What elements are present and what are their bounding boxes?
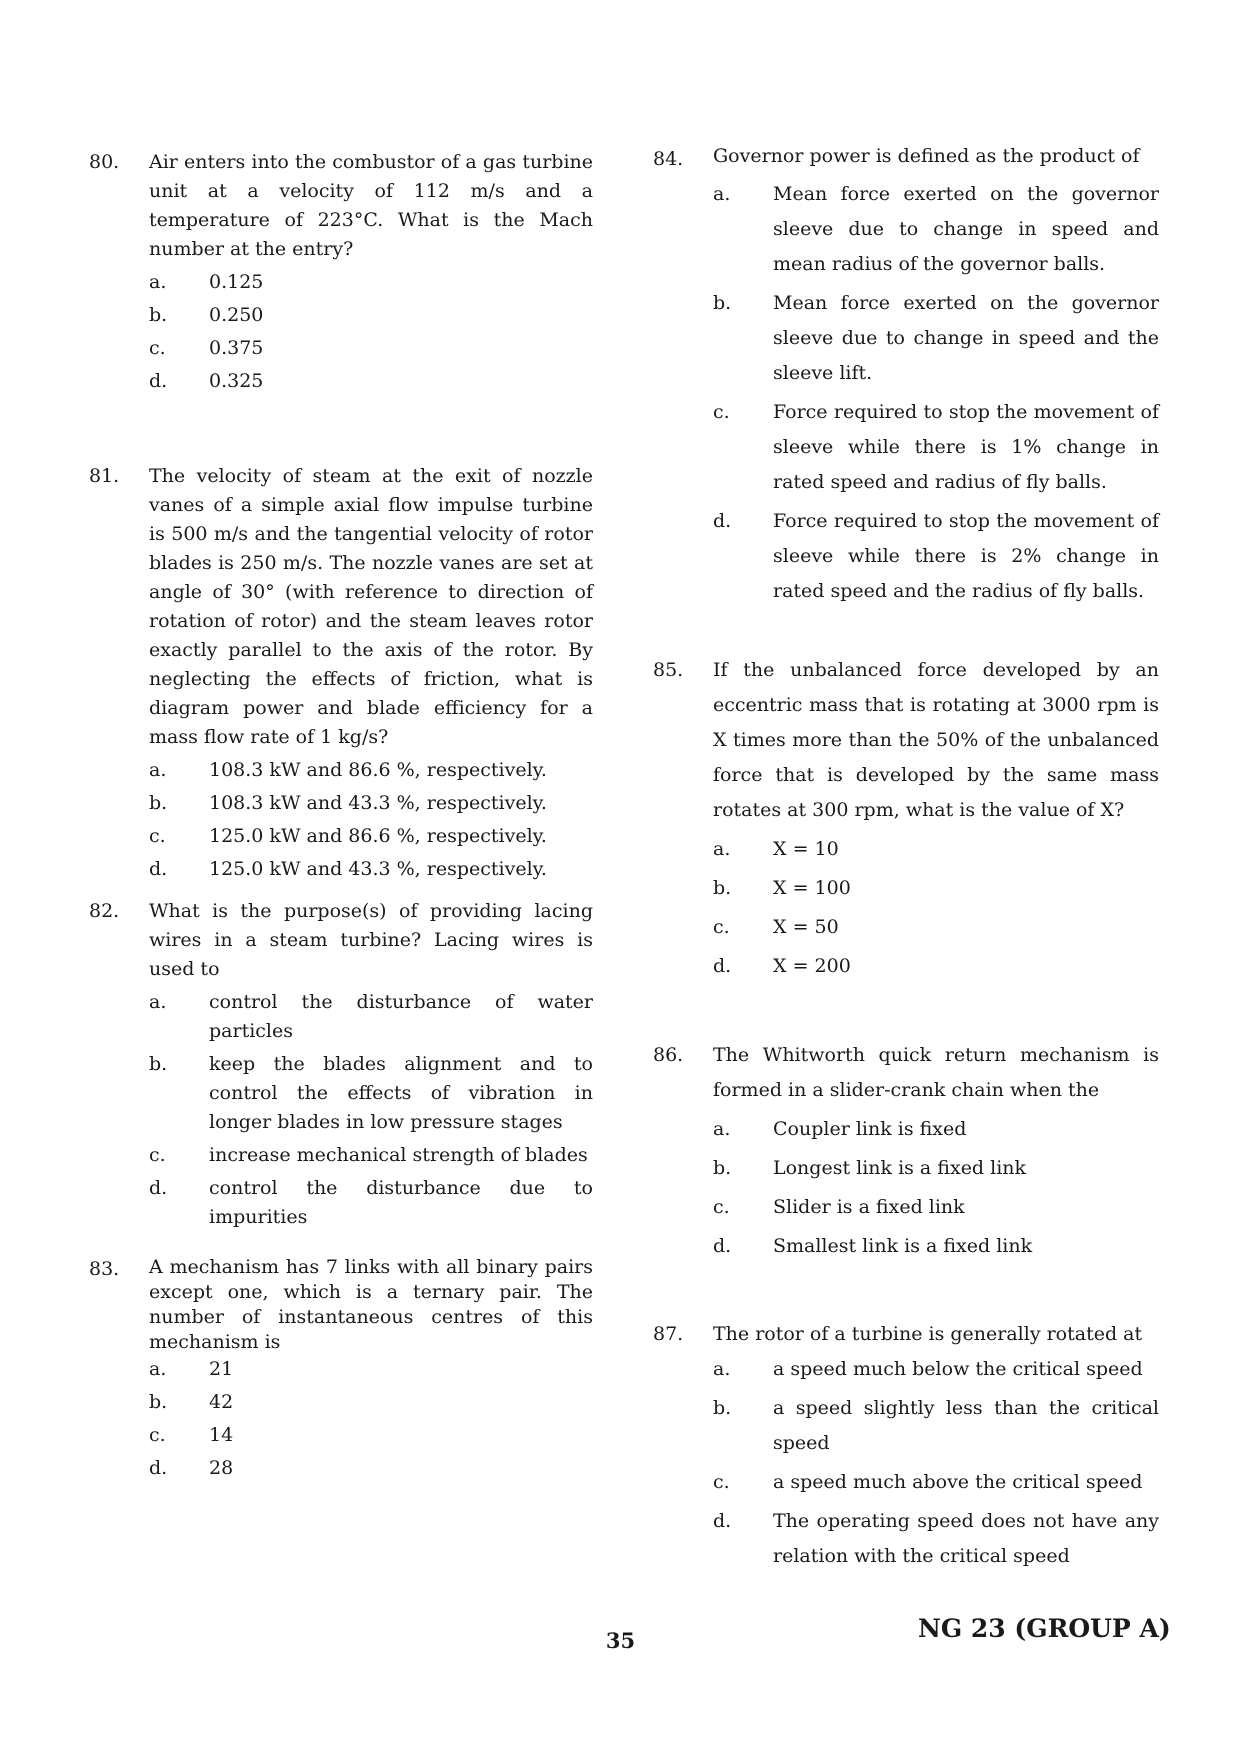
question-text: Governor power is defined as the product of (713, 145, 1140, 167)
option-text: 108.3 kW and 86.6 %, respectively. (209, 759, 547, 781)
option-letter: d. (149, 1457, 168, 1479)
option-a (89, 268, 593, 297)
option-text: 42 (209, 1391, 234, 1413)
question-81 (89, 462, 593, 888)
question-text: The Whitworth quick return mechanism is formed in a slider-crank chain when the (713, 1044, 1159, 1101)
options-list (89, 1355, 593, 1483)
option-letter: b. (149, 304, 168, 326)
option-b (653, 286, 1159, 391)
question-82 (89, 897, 593, 1236)
option-text: 125.0 kW and 86.6 %, respectively. (209, 825, 547, 847)
option-text: 28 (209, 1457, 234, 1479)
option-letter: b. (713, 292, 732, 314)
question-number: 82. (89, 900, 120, 922)
question-85 (653, 653, 1159, 988)
option-c (89, 1141, 593, 1170)
option-text: Coupler link is fixed (773, 1118, 967, 1140)
option-letter: d. (713, 1235, 732, 1257)
option-letter: c. (149, 1144, 166, 1166)
question-text: A mechanism has 7 links with all binary pairs except one, which is a ternary pair. The number of instantaneous centres of this mechanism is (149, 1256, 593, 1353)
question-number: 81. (89, 465, 120, 487)
option-letter: a. (149, 1358, 167, 1380)
option-letter: b. (149, 1391, 168, 1413)
option-letter: c. (713, 1471, 730, 1493)
option-text: Force required to stop the movement of sleeve while there is 2% change in rated speed and the radius of fly balls. (773, 510, 1159, 602)
option-b (89, 1388, 593, 1417)
option-letter: d. (713, 1510, 732, 1532)
option-d (653, 504, 1159, 609)
options-list (89, 988, 593, 1232)
question-text: The rotor of a turbine is generally rotated at (713, 1323, 1143, 1345)
question-number: 84. (653, 148, 684, 170)
question-84 (653, 142, 1159, 613)
option-letter: d. (713, 510, 732, 532)
paper-code: NG 23 (GROUP A) (918, 1614, 1171, 1643)
option-text: 0.375 (209, 337, 264, 359)
question-86 (653, 1038, 1159, 1268)
option-letter: a. (149, 271, 167, 293)
option-a (89, 756, 593, 785)
question-87 (653, 1317, 1159, 1578)
option-text: Slider is a fixed link (773, 1196, 965, 1218)
option-text: The operating speed does not have any relation with the critical speed (773, 1510, 1159, 1567)
options-list (653, 177, 1159, 609)
option-letter: c. (149, 825, 166, 847)
option-text: a speed slightly less than the critical speed (773, 1397, 1159, 1454)
question-83 (89, 1255, 593, 1487)
options-list (653, 1352, 1159, 1574)
option-letter: b. (149, 1053, 168, 1075)
option-letter: a. (149, 759, 167, 781)
option-d (89, 1454, 593, 1483)
question-80 (89, 148, 593, 400)
option-d (653, 949, 1159, 984)
question-text: What is the purpose(s) of providing lacing wires in a steam turbine? Lacing wires is used to (149, 900, 593, 980)
option-letter: c. (713, 1196, 730, 1218)
option-letter: d. (149, 370, 168, 392)
option-a (653, 832, 1159, 867)
option-letter: a. (713, 838, 731, 860)
option-text: Longest link is a fixed link (773, 1157, 1027, 1179)
option-a (653, 1352, 1159, 1387)
option-text: 0.325 (209, 370, 264, 392)
option-text: a speed much below the critical speed (773, 1358, 1143, 1380)
option-c (653, 910, 1159, 945)
option-text: Smallest link is a fixed link (773, 1235, 1033, 1257)
option-a (89, 1355, 593, 1384)
option-text: keep the blades alignment and to control the effects of vibration in longer blades in low pressure stages (209, 1053, 593, 1133)
option-letter: b. (713, 877, 732, 899)
option-text: Force required to stop the movement of sleeve while there is 1% change in rated speed and radius of fly balls. (773, 401, 1159, 493)
page-number: 35 (605, 1628, 636, 1653)
option-b (89, 301, 593, 330)
option-b (653, 871, 1159, 906)
option-text: Mean force exerted on the governor sleeve due to change in speed and mean radius of the governor balls. (773, 183, 1159, 275)
option-text: 14 (209, 1424, 234, 1446)
question-text: The velocity of steam at the exit of nozzle vanes of a simple axial flow impulse turbine is 500 m/s and the tangential velocity of rotor blades is 250 m/s. The nozzle vanes are set at angle of 30° (with reference to direction of rotation of rotor) and the steam leaves rotor exactly parallel to the axis of the rotor. By neglecting the effects of friction, what is diagram power and blade efficiency for a mass flow rate of 1 kg/s? (149, 465, 593, 748)
question-number: 83. (89, 1258, 120, 1280)
option-text: Mean force exerted on the governor sleeve due to change in speed and the sleeve lift. (773, 292, 1159, 384)
option-b (653, 1391, 1159, 1461)
option-text: X = 10 (773, 838, 839, 860)
option-letter: c. (713, 401, 730, 423)
option-text: 0.250 (209, 304, 264, 326)
option-b (89, 1050, 593, 1137)
question-text: Air enters into the combustor of a gas turbine unit at a velocity of 112 m/s and a temperature of 223°C. What is the Mach number at the entry? (149, 151, 593, 260)
option-letter: c. (149, 1424, 166, 1446)
option-d (653, 1229, 1159, 1264)
question-number: 85. (653, 659, 684, 681)
option-letter: a. (149, 991, 167, 1013)
option-letter: b. (713, 1157, 732, 1179)
option-text: 0.125 (209, 271, 264, 293)
options-list (89, 756, 593, 884)
option-d (653, 1504, 1159, 1574)
option-a (89, 988, 593, 1046)
option-text: X = 50 (773, 916, 839, 938)
option-text: 21 (209, 1358, 234, 1380)
option-letter: a. (713, 1118, 731, 1140)
question-number: 86. (653, 1044, 684, 1066)
option-letter: c. (713, 916, 730, 938)
option-letter: a. (713, 1358, 731, 1380)
option-a (653, 1112, 1159, 1147)
option-text: X = 200 (773, 955, 851, 977)
option-a (653, 177, 1159, 282)
question-number: 80. (89, 151, 120, 173)
option-letter: d. (149, 858, 168, 880)
options-list (653, 1112, 1159, 1264)
option-c (89, 822, 593, 851)
option-text: 125.0 kW and 43.3 %, respectively. (209, 858, 547, 880)
option-letter: b. (713, 1397, 732, 1419)
option-text: increase mechanical strength of blades (209, 1144, 588, 1166)
options-list (653, 832, 1159, 984)
option-c (653, 395, 1159, 500)
option-text: control the disturbance of water particles (209, 991, 593, 1042)
question-text: If the unbalanced force developed by an eccentric mass that is rotating at 3000 rpm is X times more than the 50% of the unbalanced force that is developed by the same mass rotates at 300 rpm, what is the value of X? (713, 659, 1159, 821)
option-d (89, 1174, 593, 1232)
option-b (653, 1151, 1159, 1186)
option-text: 108.3 kW and 43.3 %, respectively. (209, 792, 547, 814)
option-c (653, 1190, 1159, 1225)
option-d (89, 855, 593, 884)
options-list (89, 268, 593, 396)
option-letter: d. (713, 955, 732, 977)
question-number: 87. (653, 1323, 684, 1345)
option-text: control the disturbance due to impurities (209, 1177, 593, 1228)
option-c (89, 334, 593, 363)
option-letter: b. (149, 792, 168, 814)
option-c (653, 1465, 1159, 1500)
option-text: a speed much above the critical speed (773, 1471, 1143, 1493)
option-b (89, 789, 593, 818)
option-letter: a. (713, 183, 731, 205)
option-d (89, 367, 593, 396)
option-c (89, 1421, 593, 1450)
option-text: X = 100 (773, 877, 851, 899)
option-letter: d. (149, 1177, 168, 1199)
option-letter: c. (149, 337, 166, 359)
